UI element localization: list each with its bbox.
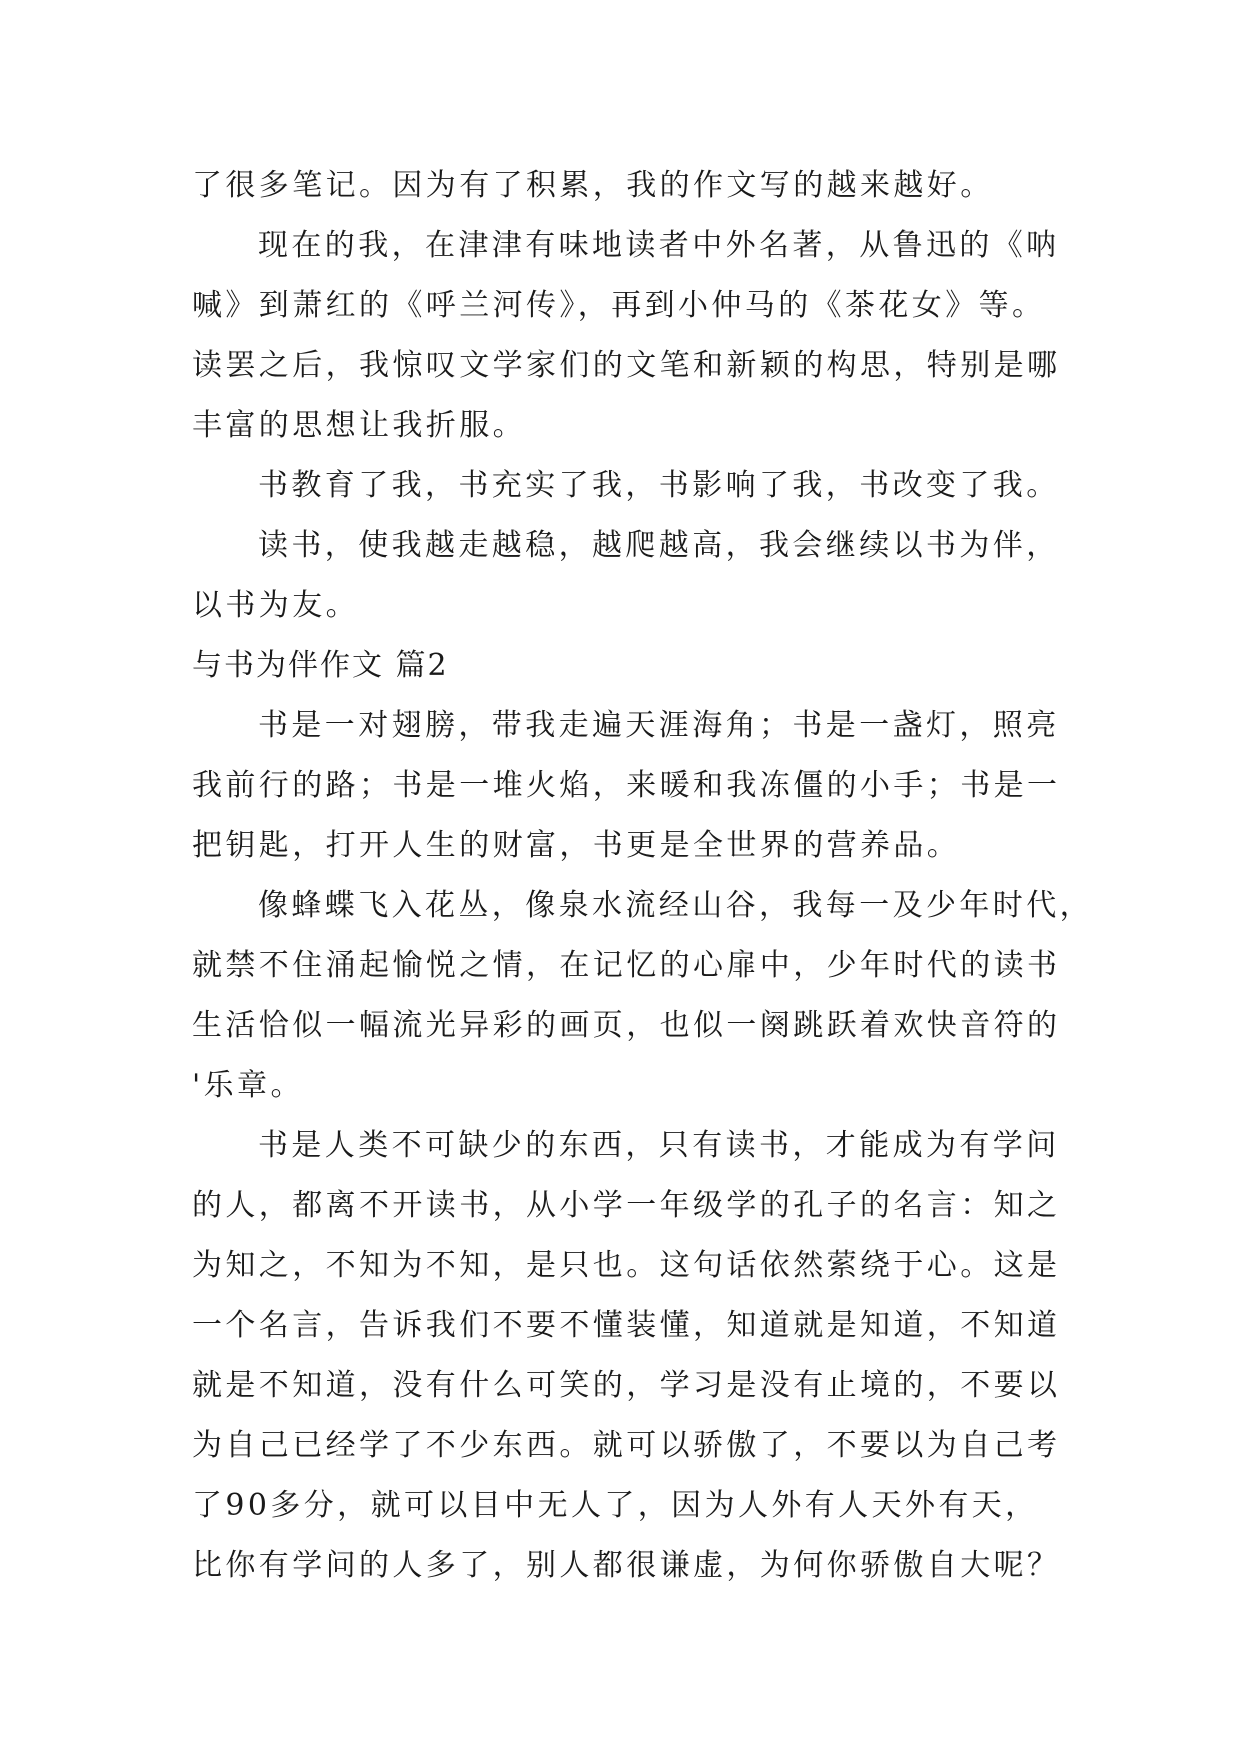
text-line: 了90多分，就可以目中无人了，因为人外有人天外有天， xyxy=(192,1488,1039,1523)
text-line: 为自己已经学了不少东西。就可以骄傲了，不要以为自己考 xyxy=(192,1428,1061,1463)
text-line: 书教育了我，书充实了我，书影响了我，书改变了我。 xyxy=(258,468,1060,503)
text-line: 的人，都离不开读书，从小学一年级学的孔子的名言：知之 xyxy=(192,1188,1061,1223)
text-line: '乐章。 xyxy=(192,1068,304,1103)
text-line: 读罢之后，我惊叹文学家们的文笔和新颖的构思，特别是哪 xyxy=(192,348,1061,383)
text-line: 书是一对翅膀，带我走遍天涯海角；书是一盏灯，照亮 xyxy=(258,708,1060,743)
text-line: 丰富的思想让我折服。 xyxy=(192,408,526,443)
text-line: 就禁不住涌起愉悦之情，在记忆的心扉中，少年时代的读书 xyxy=(192,948,1061,983)
text-line: 把钥匙，打开人生的财富，书更是全世界的营养品。 xyxy=(192,828,961,863)
text-line: 我前行的路；书是一堆火焰，来暖和我冻僵的小手；书是一 xyxy=(192,768,1061,803)
text-line: 喊》到萧红的《呼兰河传》，再到小仲马的《茶花女》等。 xyxy=(192,288,1046,323)
text-line: 比你有学问的人多了，别人都很谦虚，为何你骄傲自大呢？ xyxy=(192,1548,1061,1583)
text-line: 读书，使我越走越稳，越爬越高，我会继续以书为伴， xyxy=(258,528,1060,563)
text-line: 以书为友。 xyxy=(192,588,359,623)
text-line: 现在的我，在津津有味地读者中外名著，从鲁迅的《呐 xyxy=(258,228,1060,263)
text-line: 一个名言，告诉我们不要不懂装懂，知道就是知道，不知道 xyxy=(192,1308,1061,1343)
text-line: 生活恰似一幅流光异彩的画页，也似一阕跳跃着欢快音符的 xyxy=(192,1008,1061,1043)
text-line: 像蜂蝶飞入花丛，像泉水流经山谷，我每一及少年时代， xyxy=(258,888,1093,923)
section-heading: 与书为伴作文 篇2 xyxy=(192,648,449,683)
text-line: 书是人类不可缺少的东西，只有读书，才能成为有学问 xyxy=(258,1128,1060,1163)
text-line: 了很多笔记。因为有了积累，我的作文写的越来越好。 xyxy=(192,168,994,203)
text-line: 为知之，不知为不知，是只也。这句话依然萦绕于心。这是 xyxy=(192,1248,1061,1283)
text-line: 就是不知道，没有什么可笑的，学习是没有止境的，不要以 xyxy=(192,1368,1061,1403)
